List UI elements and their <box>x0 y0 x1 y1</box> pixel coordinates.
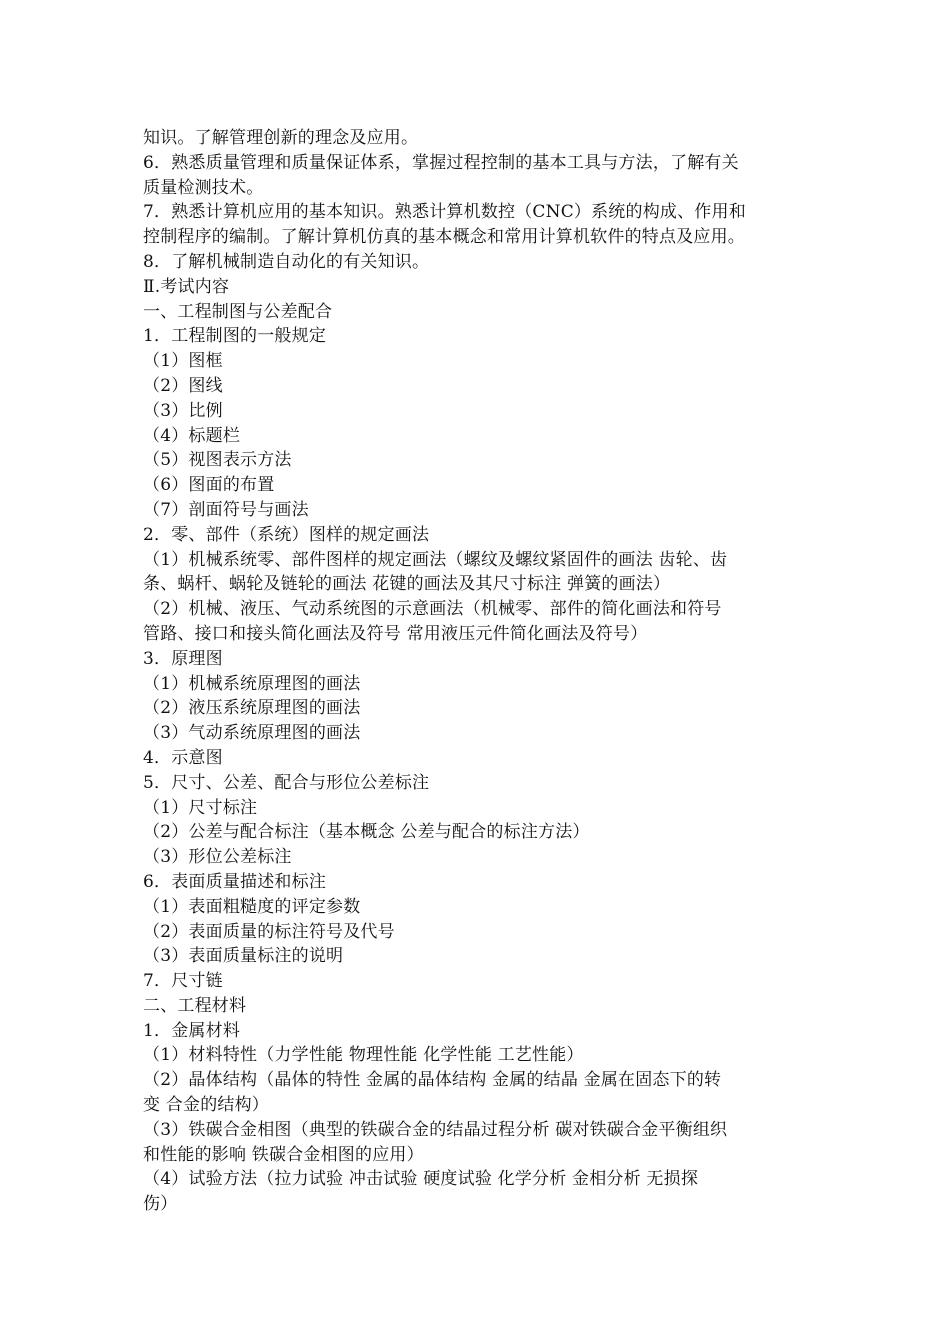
text-line: 质量检测技术。 <box>143 177 264 198</box>
text-line: （2）晶体结构（晶体的特性 金属的晶体结构 金属的结晶 金属在固态下的转 <box>143 1070 722 1091</box>
text-line: 条、蜗杆、蜗轮及链轮的画法 花键的画法及其尺寸标注 弹簧的画法） <box>143 574 671 595</box>
text-line: （2）图线 <box>143 375 223 396</box>
text-line: （7）剖面符号与画法 <box>143 499 309 520</box>
text-line: 7．尺寸链 <box>143 971 223 992</box>
text-line: 管路、接口和接头简化画法及符号 常用液压元件简化画法及符号） <box>143 623 648 644</box>
text-line: （1）机械系统零、部件图样的规定画法（螺纹及螺纹紧固件的画法 齿轮、齿 <box>143 549 728 570</box>
text-line: （5）视图表示方法 <box>143 450 292 471</box>
text-line: 4．示意图 <box>143 747 223 768</box>
document-body <box>143 126 823 1217</box>
text-line: 7．熟悉计算机应用的基本知识。熟悉计算机数控（CNC）系统的构成、作用和 <box>143 202 746 223</box>
text-line: （2）表面质量的标注符号及代号 <box>143 921 395 942</box>
text-line: 知识。了解管理创新的理念及应用。 <box>143 128 419 148</box>
text-line: （3）表面质量标注的说明 <box>143 946 344 967</box>
text-line: 一、工程制图与公差配合 <box>143 301 333 322</box>
text-line: 6．熟悉质量管理和质量保证体系，掌握过程控制的基本工具与方法，了解有关 <box>143 152 739 173</box>
text-line: （1）材料特性（力学性能 物理性能 化学性能 工艺性能） <box>143 1045 584 1066</box>
text-line: （1）尺寸标注 <box>143 797 258 818</box>
text-line: 5．尺寸、公差、配合与形位公差标注 <box>143 772 430 793</box>
text-line: 控制程序的编制。了解计算机仿真的基本概念和常用计算机软件的特点及应用。 <box>143 227 745 248</box>
text-line: 1．工程制图的一般规定 <box>143 326 327 347</box>
text-line: （3）铁碳合金相图（典型的铁碳合金的结晶过程分析 碳对铁碳合金平衡组织 <box>143 1119 728 1140</box>
text-line: 伤） <box>143 1194 178 1215</box>
text-line: 6．表面质量描述和标注 <box>143 871 327 892</box>
text-line: （1）图框 <box>143 351 223 372</box>
text-line: （1）机械系统原理图的画法 <box>143 673 361 694</box>
text-line: 二、工程材料 <box>143 995 247 1016</box>
text-line: （6）图面的布置 <box>143 475 275 496</box>
text-line: （3）气动系统原理图的画法 <box>143 723 361 744</box>
text-line: （4）标题栏 <box>143 425 241 446</box>
text-line: （2）公差与配合标注（基本概念 公差与配合的标注方法） <box>143 822 590 843</box>
text-line: 1．金属材料 <box>143 1020 241 1041</box>
text-line: （2）机械、液压、气动系统图的示意画法（机械零、部件的简化画法和符号 <box>143 599 722 620</box>
text-line: 2．零、部件（系统）图样的规定画法 <box>143 524 430 545</box>
text-line: （2）液压系统原理图的画法 <box>143 698 361 719</box>
text-line: （4）试验方法（拉力试验 冲击试验 硬度试验 化学分析 金相分析 无损探 <box>143 1169 699 1190</box>
text-line: 变 合金的结构） <box>143 1095 270 1116</box>
text-line: （3）形位公差标注 <box>143 847 292 868</box>
text-line: 8．了解机械制造自动化的有关知识。 <box>143 251 430 272</box>
text-line: （3）比例 <box>143 400 223 421</box>
text-line: （1）表面粗糙度的评定参数 <box>143 896 361 917</box>
text-line: Ⅱ.考试内容 <box>143 276 230 297</box>
text-line: 和性能的影响 铁碳合金相图的应用） <box>143 1144 424 1165</box>
text-line: 3．原理图 <box>143 648 223 669</box>
